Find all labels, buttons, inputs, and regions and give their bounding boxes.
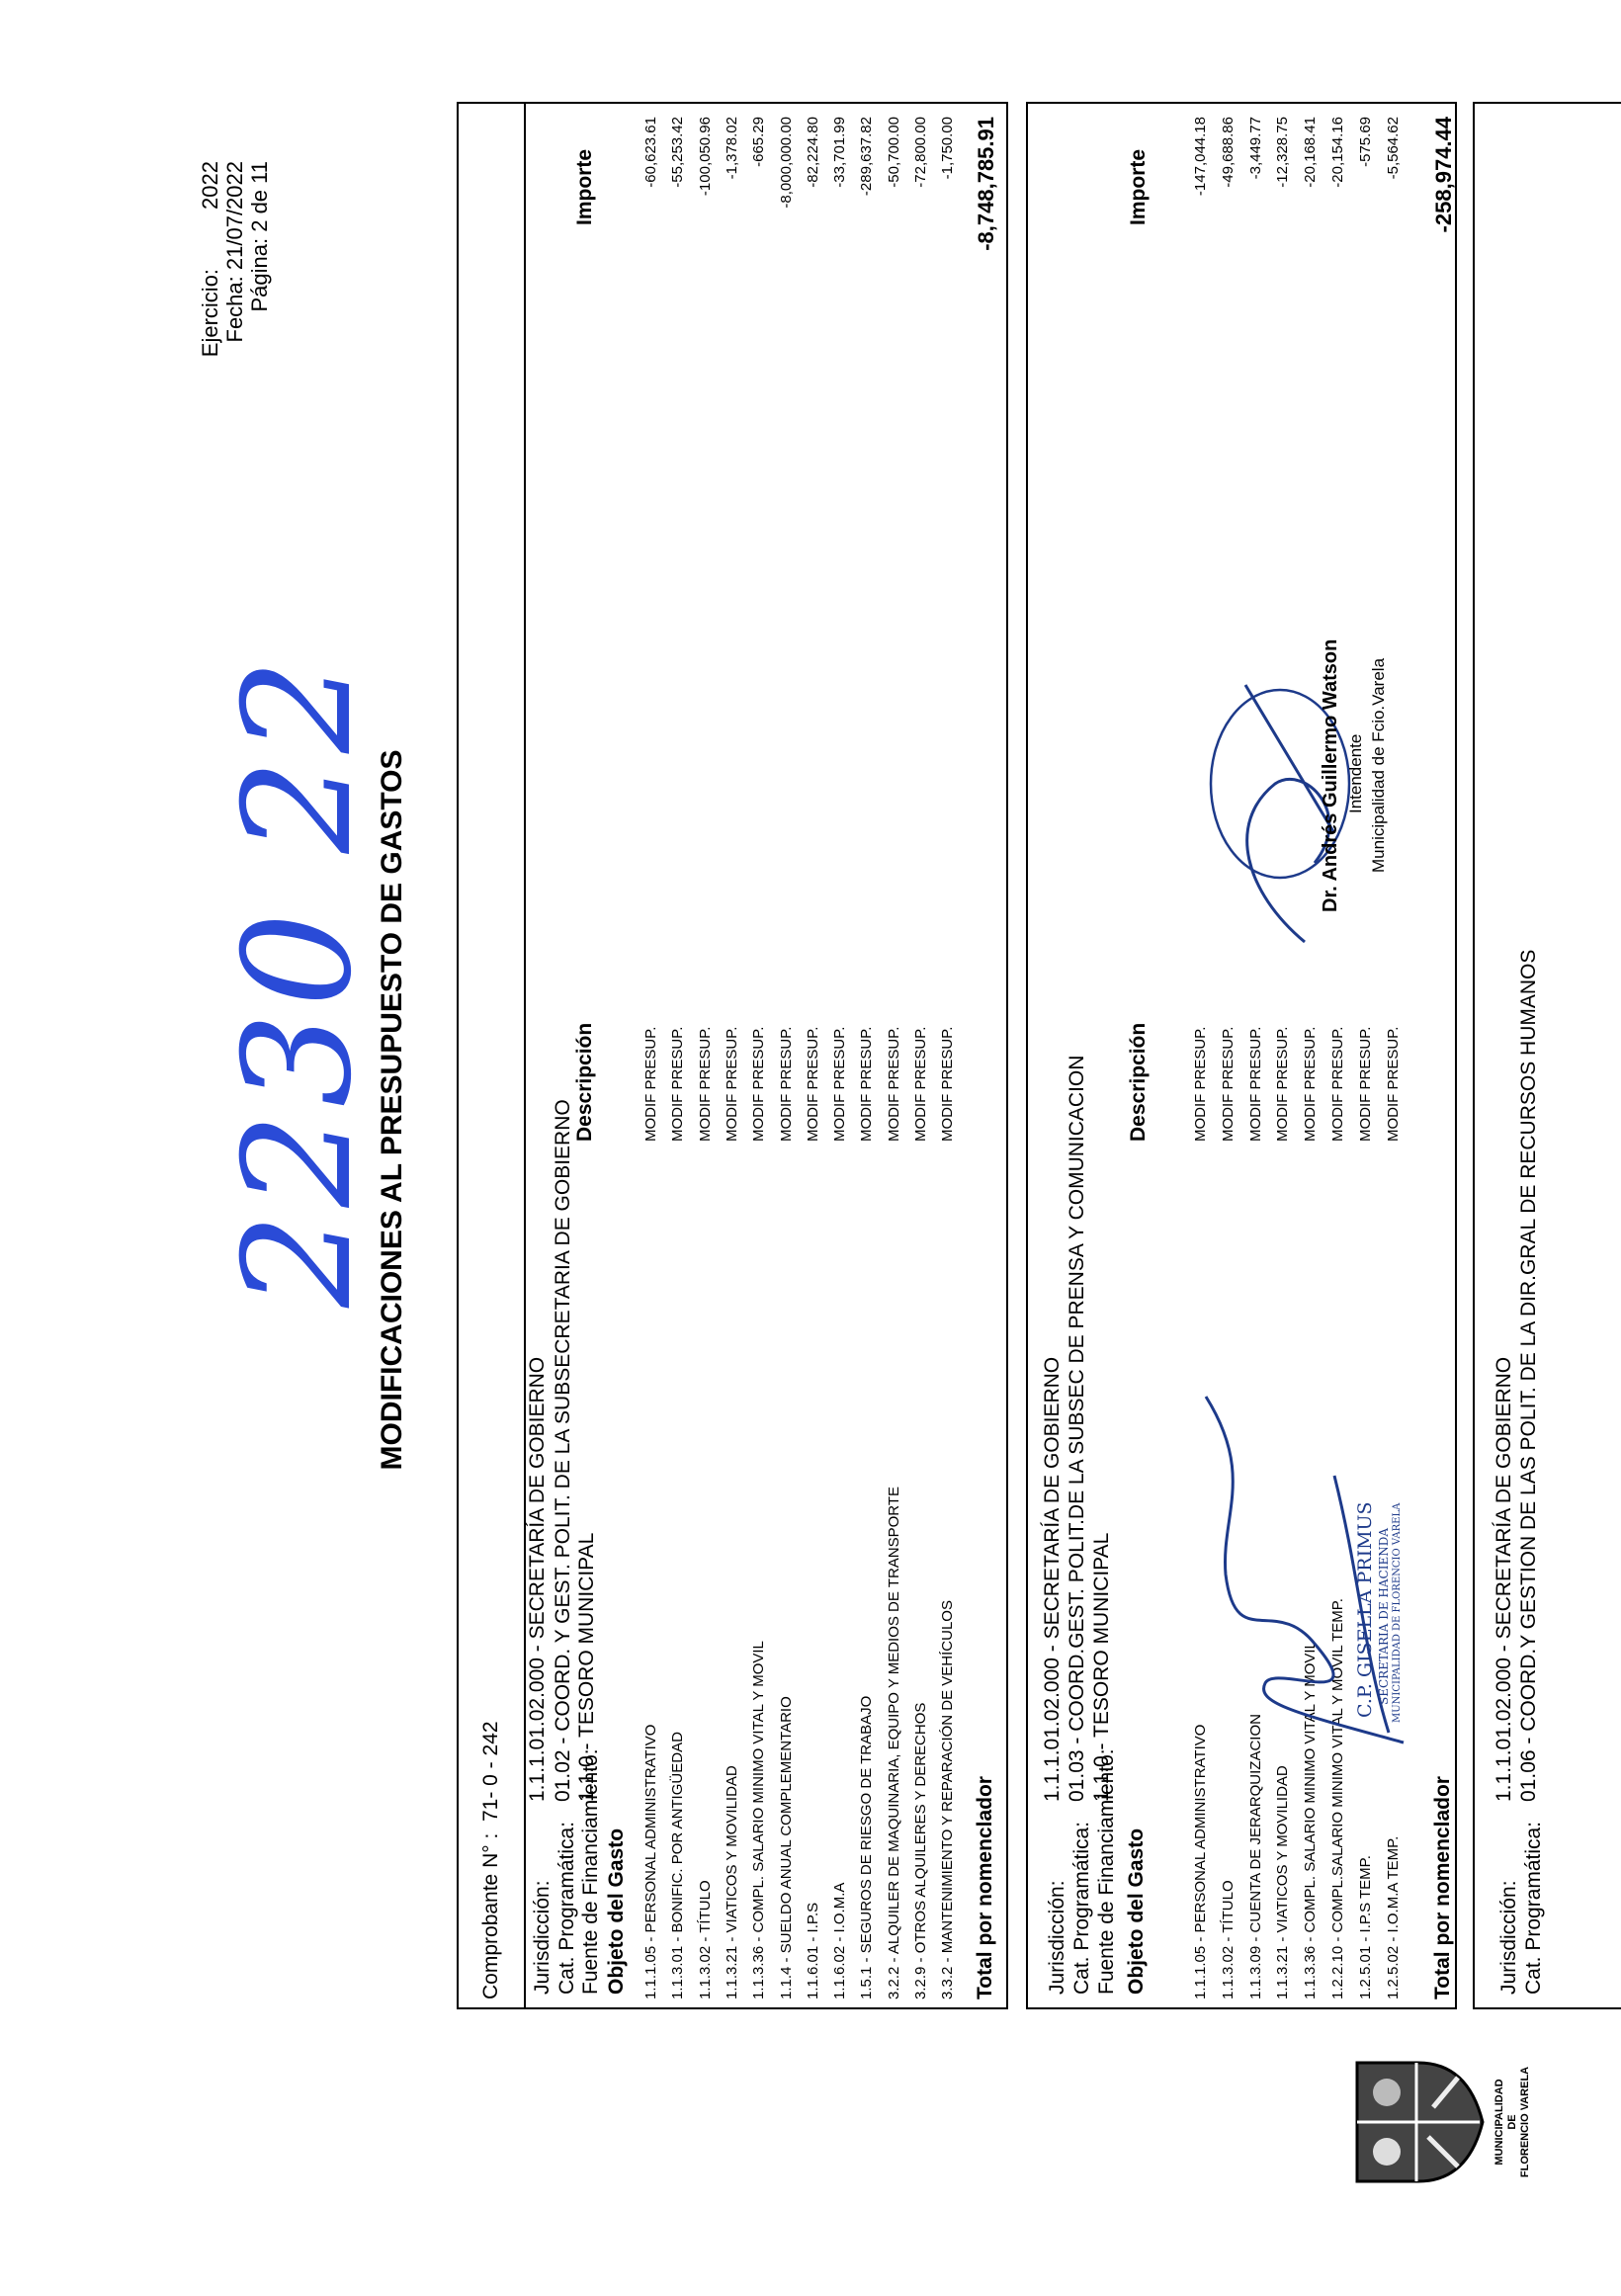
descripcion-cell: MODIF PRESUP. (1192, 1026, 1209, 1142)
descripcion-cell: MODIF PRESUP. (1356, 1026, 1374, 1142)
importe-cell: -60,623.61 (642, 117, 659, 188)
cat-programatica-value-1: 01.02 - COORD. Y GEST. POLIT. DE LA SUBSECRETARIA DE GOBIERNO (552, 1099, 574, 1802)
objeto-cell: 1.1.3.36 - COMPL. SALARIO MINIMO VITAL Y MOVIL (750, 1641, 768, 1999)
descripcion-cell: MODIF PRESUP. (1329, 1026, 1346, 1142)
jurisdiccion-label-2: Jurisdicción: (1046, 1880, 1068, 1995)
ejercicio-value: 2022 (198, 161, 222, 210)
importe-cell: -20,154.16 (1329, 117, 1346, 188)
descripcion-cell: MODIF PRESUP. (1302, 1026, 1320, 1142)
importe-header-2: Importe (1127, 148, 1150, 225)
fuente-value-1: 1.1.0 - TESORO MUNICIPAL (575, 1532, 598, 1802)
descripcion-header-2: Descripción (1127, 1022, 1150, 1142)
cat-programatica-label-1: Cat. Programática: (555, 1821, 578, 1995)
pagina-value: 2 de 11 (247, 161, 272, 232)
descripcion-cell: MODIF PRESUP. (777, 1026, 795, 1142)
coat-of-arms-icon (1349, 2053, 1488, 2191)
importe-header-1: Importe (573, 148, 596, 225)
page-title: MODIFICACIONES AL PRESUPUESTO DE GASTOS (376, 749, 408, 1471)
cat-programatica-value-3: 01.06 - COORD.Y GESTION DE LAS POLIT. DE LA DIR.GRAL DE RECURSOS HUMANOS (1517, 949, 1540, 1802)
descripcion-cell: MODIF PRESUP. (669, 1026, 687, 1142)
fuente-label-1: Fuente de Financiamiento: (579, 1748, 602, 1995)
jurisdiccion-label-3: Jurisdicción: (1497, 1880, 1520, 1995)
objeto-cell: 1.1.3.02 - TÍTULO (696, 1880, 714, 1999)
signature-left-org: MUNICIPALIDAD DE FLORENCIO VARELA (1392, 1502, 1403, 1723)
signature-right-title: Intendente (1346, 733, 1365, 813)
importe-cell: -147,044.18 (1192, 117, 1209, 197)
signature-right-name: Dr. Andrés Guillermo Watson (1320, 638, 1341, 912)
descripcion-cell: MODIF PRESUP. (804, 1026, 821, 1142)
objeto-cell: 1.1.3.21 - VIATICOS Y MOVILIDAD (723, 1765, 740, 1999)
importe-cell: -3,449.77 (1246, 117, 1264, 180)
fuente-value-2: 1.1.0 - TESORO MUNICIPAL (1090, 1532, 1113, 1802)
signature-left (1176, 1357, 1433, 1772)
importe-cell: -575.69 (1356, 117, 1374, 167)
descripcion-cell: MODIF PRESUP. (939, 1026, 957, 1142)
cat-programatica-label-2: Cat. Programática: (1070, 1821, 1093, 1995)
total-label-2: Total por nomenclador (1431, 1776, 1454, 1999)
descripcion-cell: MODIF PRESUP. (885, 1026, 902, 1142)
jurisdiccion-value-2: 1.1.1.01.02.000 - SECRETARÍA DE GOBIERNO (1041, 1356, 1064, 1802)
objeto-cell: 1.1.6.02 - I.O.M.A (831, 1882, 849, 1999)
objeto-cell: 1.1.4 - SUELDO ANUAL COMPLEMENTARIO (777, 1696, 795, 1999)
importe-cell: -49,688.86 (1219, 117, 1237, 188)
descripcion-cell: MODIF PRESUP. (1384, 1026, 1402, 1142)
cat-programatica-value-2: 01.03 - COORD.GEST. POLIT.DE LA SUBSEC DE PRENSA Y COMUNICACION (1066, 1055, 1088, 1802)
objeto-cell: 1.1.3.21 - VIATICOS Y MOVILIDAD (1274, 1765, 1292, 1999)
descripcion-header-1: Descripción (573, 1022, 596, 1142)
descripcion-cell: MODIF PRESUP. (858, 1026, 876, 1142)
importe-cell: -12,328.75 (1274, 117, 1292, 188)
importe-cell: -5,564.62 (1384, 117, 1402, 180)
descripcion-cell: MODIF PRESUP. (831, 1026, 849, 1142)
objeto-cell: 3.2.2 - ALQUILER DE MAQUINARIA, EQUIPO Y MEDIOS DE TRANSPORTE (885, 1486, 902, 1999)
objeto-cell: 1.1.1.05 - PERSONAL ADMINISTRATIVO (642, 1724, 659, 1999)
importe-cell: -665.29 (750, 117, 768, 167)
handwritten-number: 2230 22 (213, 652, 384, 1308)
total-value-2: -258,974.44 (1431, 117, 1456, 233)
importe-cell: -100,050.96 (696, 117, 714, 197)
signature-left-title: SECRETARIA DE HACIENDA (1377, 1527, 1391, 1705)
objeto-cell: 3.2.9 - OTROS ALQUILERES Y DERECHOS (912, 1702, 929, 1999)
total-label-1: Total por nomenclador (974, 1776, 996, 1999)
descripcion-cell: MODIF PRESUP. (1219, 1026, 1237, 1142)
jurisdiccion-value-1: 1.1.1.01.02.000 - SECRETARÍA DE GOBIERNO (526, 1356, 549, 1802)
municipal-logo (1349, 2066, 1567, 2231)
fecha-value: 21/07/2022 (222, 161, 247, 271)
objeto-cell: 1.5.1 - SEGUROS DE RIESGO DE TRABAJO (858, 1695, 876, 1999)
objeto-cell: 1.2.5.01 - I.P.S TEMP. (1356, 1855, 1374, 1999)
signature-left-name: C.P. GISELLA PRIMUS (1354, 1501, 1376, 1718)
objeto-cell: 3.3.2 - MANTENIMIENTO Y REPARACIÓN DE VEHÍCULOS (939, 1600, 957, 1999)
importe-cell: -8,000,000.00 (777, 117, 795, 209)
objeto-header-1: Objeto del Gasto (605, 1828, 628, 1995)
importe-cell: -82,224.80 (804, 117, 821, 188)
descripcion-cell: MODIF PRESUP. (723, 1026, 740, 1142)
signature-right (1186, 507, 1413, 981)
importe-cell: -289,637.82 (858, 117, 876, 197)
importe-cell: -50,700.00 (885, 117, 902, 188)
descripcion-cell: MODIF PRESUP. (696, 1026, 714, 1142)
descripcion-cell: MODIF PRESUP. (912, 1026, 929, 1142)
jurisdiccion-value-3: 1.1.1.01.02.000 - SECRETARÍA DE GOBIERNO (1493, 1356, 1515, 1802)
importe-cell: -55,253.42 (669, 117, 687, 188)
fuente-label-2: Fuente de Financiamiento: (1095, 1748, 1118, 1995)
comprobante: Comprobante N° : 71- 0 - 242 (479, 1721, 502, 1999)
objeto-cell: 1.2.5.02 - I.O.M.A TEMP. (1384, 1835, 1402, 1999)
descripcion-cell: MODIF PRESUP. (1274, 1026, 1292, 1142)
importe-cell: -72,800.00 (912, 117, 929, 188)
descripcion-cell: MODIF PRESUP. (642, 1026, 659, 1142)
descripcion-cell: MODIF PRESUP. (750, 1026, 768, 1142)
cat-programatica-label-3: Cat. Programática: (1522, 1821, 1545, 1995)
objeto-cell: 1.1.1.05 - PERSONAL ADMINISTRATIVO (1192, 1724, 1209, 1999)
objeto-header-2: Objeto del Gasto (1125, 1828, 1148, 1995)
importe-cell: -20,168.41 (1302, 117, 1320, 188)
objeto-cell: 1.1.3.36 - COMPL. SALARIO MINIMO VITAL Y MOVIL (1302, 1641, 1320, 1999)
header-info: Ejercicio:2022 Fecha: 21/07/2022 Página: 2 de 11 (198, 161, 272, 358)
comprobante-number: 71- 0 - 242 (479, 1721, 502, 1823)
objeto-cell: 1.1.3.02 - TÍTULO (1219, 1880, 1237, 1999)
descripcion-cell: MODIF PRESUP. (1246, 1026, 1264, 1142)
signature-right-org: Municipalidad de Fcio.Varela (1369, 657, 1388, 873)
jurisdiccion-label-1: Jurisdicción: (531, 1880, 554, 1995)
objeto-cell: 1.1.3.01 - BONIFIC. POR ANTIGÜEDAD (669, 1732, 687, 1999)
importe-cell: -1,750.00 (939, 117, 957, 180)
objeto-cell: 1.1.6.01 - I.P.S (804, 1902, 821, 1999)
total-value-1: -8,748,785.91 (974, 117, 998, 251)
importe-cell: -1,378.02 (723, 117, 740, 180)
logo-text: MUNICIPALIDAD DE FLORENCIO VARELA (1493, 2066, 1531, 2178)
objeto-cell: 1.2.2.10 - COMPL.SALARIO MINIMO VITAL Y MOVIL TEMP. (1329, 1598, 1346, 1999)
importe-cell: -33,701.99 (831, 117, 849, 188)
objeto-cell: 1.1.3.09 - CUENTA DE JERARQUIZACION (1246, 1714, 1264, 1999)
